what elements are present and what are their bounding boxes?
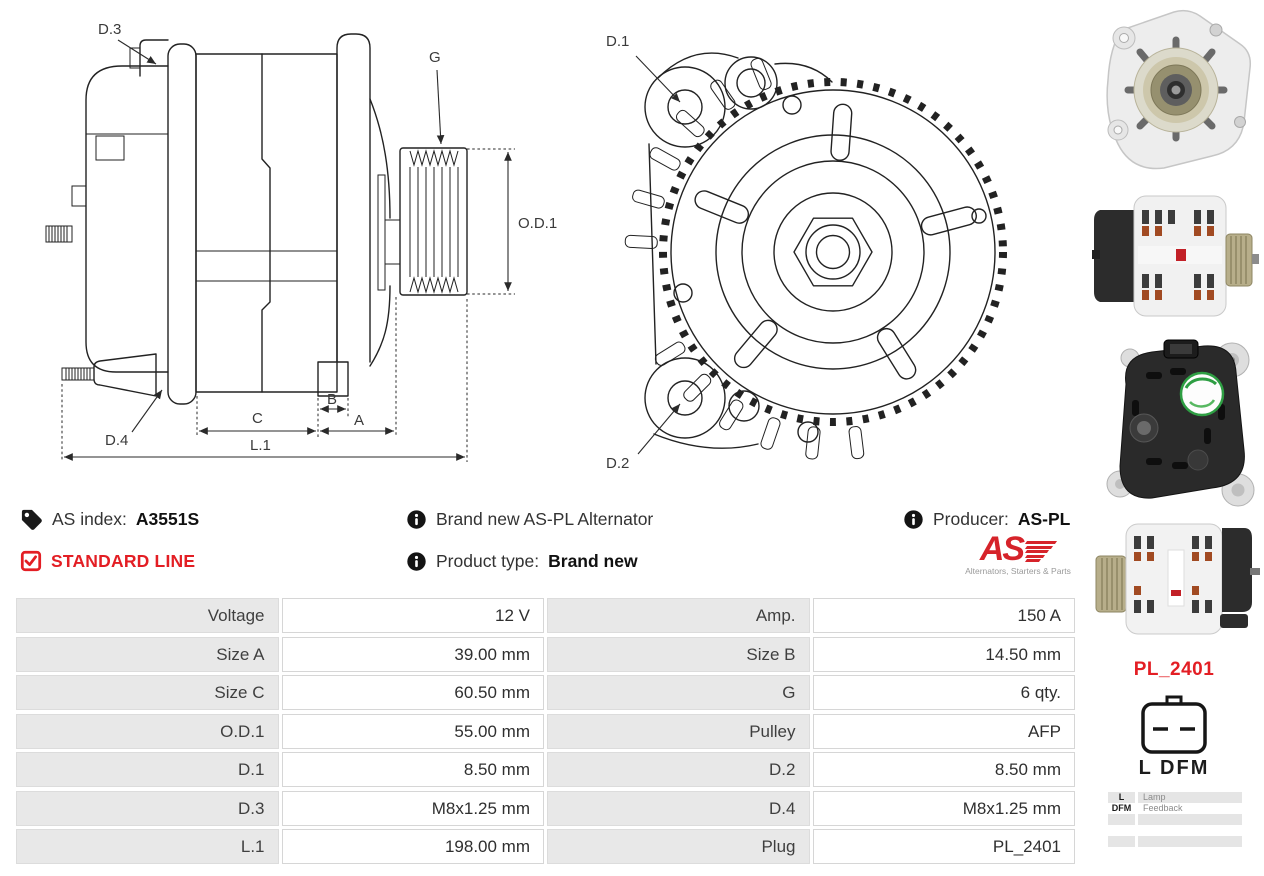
- front-view-technical-drawing: [596, 4, 1074, 482]
- dim-label-a: A: [354, 412, 365, 429]
- info-icon: [406, 551, 427, 572]
- spec-label: Size A: [16, 637, 279, 672]
- spec-value: AFP: [813, 714, 1076, 749]
- spec-label: L.1: [16, 829, 279, 864]
- dim-label-b: B: [327, 391, 338, 408]
- spec-label: G: [547, 675, 810, 710]
- dim-label-d4: D.4: [105, 432, 129, 449]
- spec-label: Pulley: [547, 714, 810, 749]
- dim-label-d2: D.2: [606, 455, 630, 472]
- spec-value: M8x1.25 mm: [282, 791, 545, 826]
- legend-desc: Feedback: [1143, 803, 1183, 813]
- spec-value: 6 qty.: [813, 675, 1076, 710]
- producer-value: AS-PL: [1017, 508, 1071, 529]
- alternator-photo-rear-view: [1086, 332, 1262, 516]
- producer-label: Producer:: [933, 508, 1009, 529]
- spec-value: 8.50 mm: [282, 752, 545, 787]
- as-index-row: [20, 506, 199, 532]
- legend-row: [1108, 803, 1242, 814]
- alternator-photo-side-view-pulley: [1092, 516, 1262, 642]
- spec-label: D.1: [16, 752, 279, 787]
- legend-row-empty: [1108, 836, 1242, 847]
- terminal-legend: [1108, 792, 1242, 847]
- spec-value: M8x1.25 mm: [813, 791, 1076, 826]
- fan-spokes: [692, 104, 978, 383]
- spec-table: [16, 598, 1075, 864]
- spec-value: 14.50 mm: [813, 637, 1076, 672]
- spec-value: PL_2401: [813, 829, 1076, 864]
- spec-label: Voltage: [16, 598, 279, 633]
- info-icon: [406, 509, 427, 530]
- info-icon: [903, 509, 924, 530]
- bottom-stud: [62, 368, 94, 380]
- vent-slots: [625, 57, 864, 460]
- standard-line-label: STANDARD LINE: [51, 550, 196, 571]
- producer-row: [903, 506, 1070, 532]
- spec-label: D.3: [16, 791, 279, 826]
- as-index-value: A3551S: [135, 508, 200, 529]
- pulley: [400, 148, 467, 295]
- dim-label-od1: O.D.1: [518, 215, 558, 232]
- top-stud: [46, 226, 72, 242]
- spec-value: 55.00 mm: [282, 714, 545, 749]
- spec-label: D.2: [547, 752, 810, 787]
- product-type-value: Brand new: [548, 550, 638, 571]
- dim-label-g: G: [429, 49, 441, 66]
- plug-terminals: L DFM: [1138, 757, 1210, 779]
- as-pl-logo-caption: Alternators, Starters & Parts: [965, 566, 1071, 576]
- brand-new-text: Brand new AS-PL Alternator: [436, 508, 654, 529]
- side-view-technical-drawing: [10, 4, 585, 476]
- spec-value: 8.50 mm: [813, 752, 1076, 787]
- dim-label-d3: D.3: [98, 21, 122, 38]
- spec-value: 60.50 mm: [282, 675, 545, 710]
- standard-line-row: [20, 548, 195, 574]
- plug-code: PL_2401: [1133, 659, 1215, 680]
- plug-connector-icon: [1137, 694, 1211, 756]
- dim-label-l1: L.1: [250, 437, 271, 454]
- product-type-label: Product type:: [436, 550, 540, 571]
- spec-label: O.D.1: [16, 714, 279, 749]
- alternator-photo-side-view-regulator: [1090, 182, 1262, 330]
- spec-value: 198.00 mm: [282, 829, 545, 864]
- spec-label: Plug: [547, 829, 810, 864]
- spec-label: Size C: [16, 675, 279, 710]
- as-pl-logo-text: AS: [979, 530, 1024, 568]
- tag-icon: [20, 508, 43, 531]
- legend-row: [1108, 792, 1242, 803]
- spec-label: Size B: [547, 637, 810, 672]
- spec-label: Amp.: [547, 598, 810, 633]
- dim-label-c: C: [252, 410, 263, 427]
- legend-row-empty: [1108, 825, 1242, 836]
- spec-value: 39.00 mm: [282, 637, 545, 672]
- legend-key: DFM: [1111, 803, 1132, 813]
- checkbox-checked-icon: [20, 550, 42, 572]
- legend-row-empty: [1108, 814, 1242, 825]
- spec-label: D.4: [547, 791, 810, 826]
- as-index-label: AS index:: [52, 508, 127, 529]
- spec-value: 150 A: [813, 598, 1076, 633]
- as-pl-logo-stripes: [1026, 540, 1056, 563]
- as-pl-logo: [948, 530, 1088, 576]
- dim-label-d1: D.1: [606, 33, 630, 50]
- legend-key: L: [1108, 792, 1135, 803]
- legend-desc: Lamp: [1138, 792, 1242, 803]
- product-type-row: [406, 548, 638, 574]
- alternator-photo-front-view: [1088, 4, 1260, 176]
- brand-new-row: [406, 506, 653, 532]
- spec-value: 12 V: [282, 598, 545, 633]
